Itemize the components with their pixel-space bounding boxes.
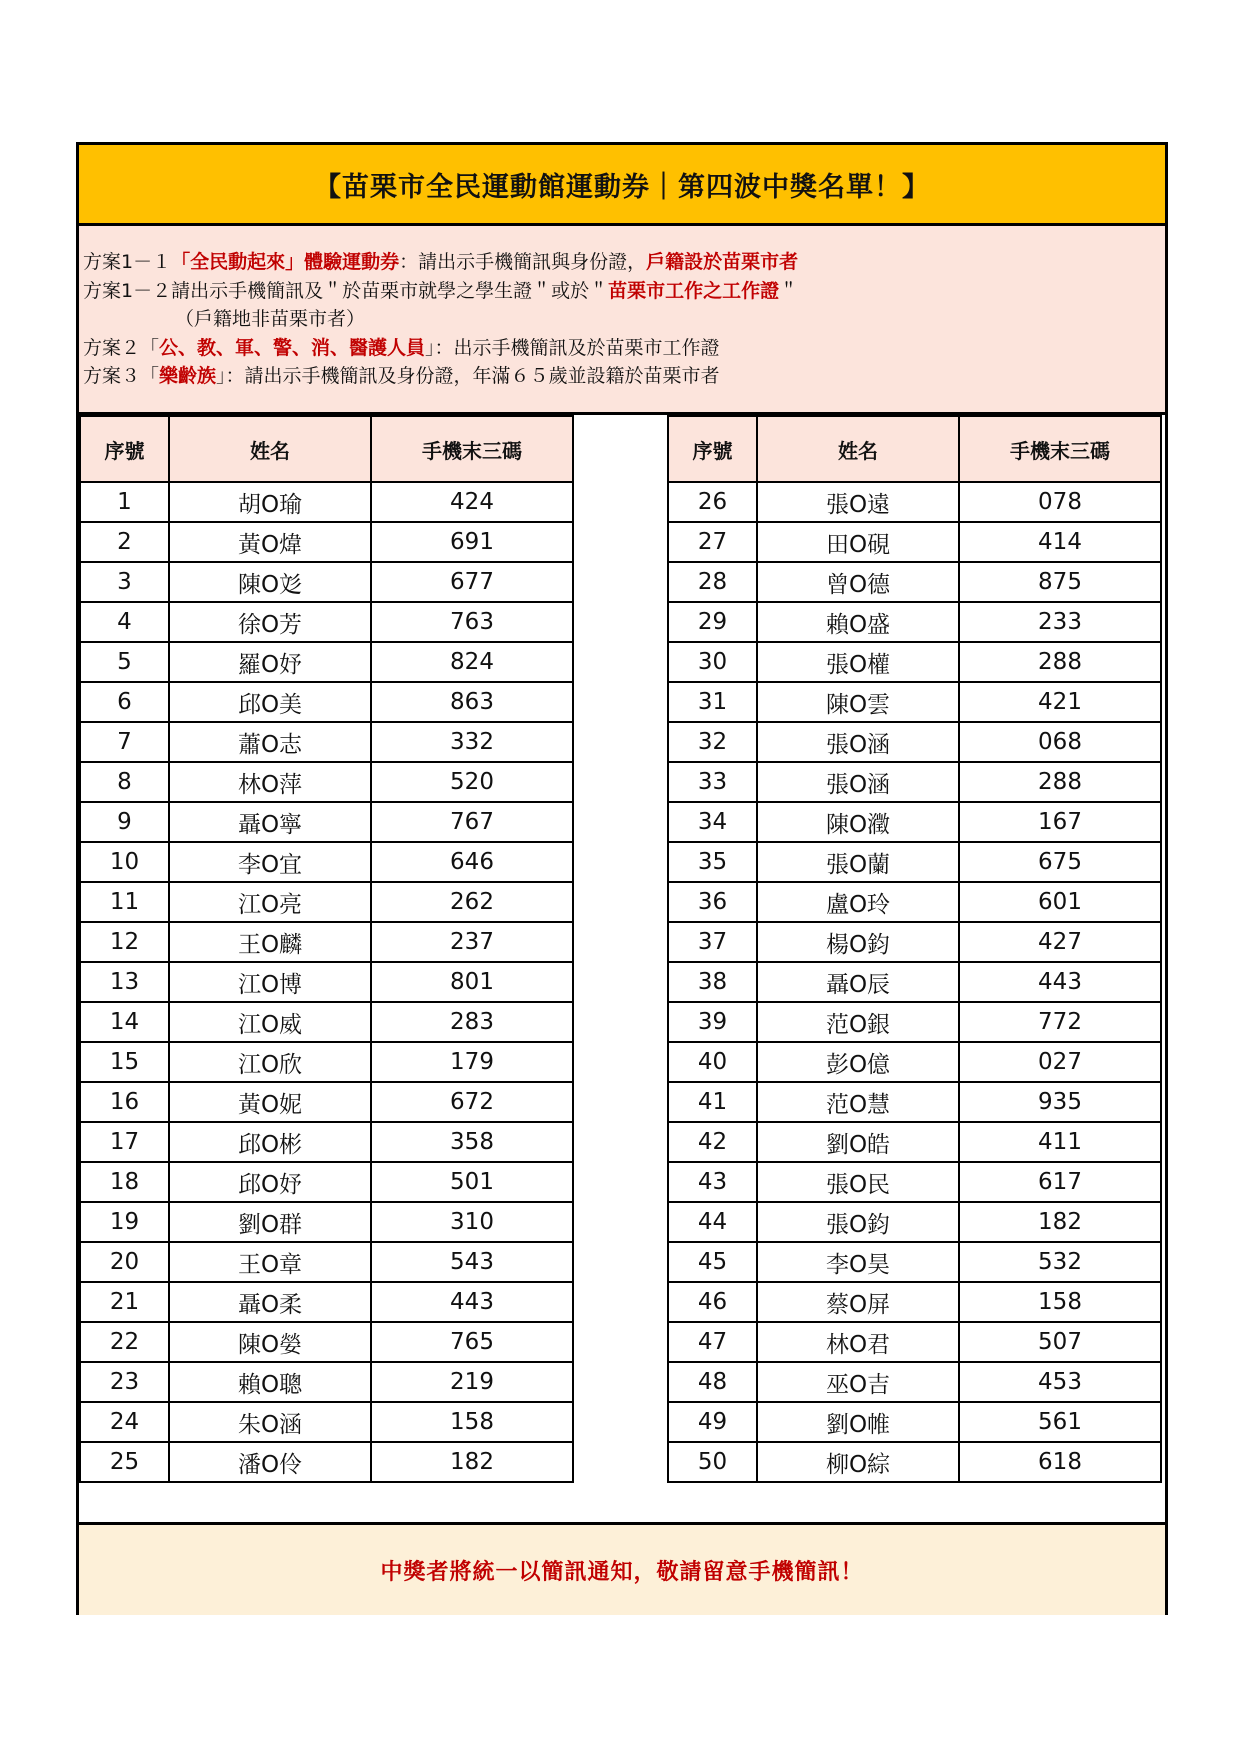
row-name: 黃O妮 (169, 1082, 371, 1122)
row-name: 陳O雲 (757, 682, 959, 722)
row-phone: 765 (371, 1322, 573, 1362)
row-seq: 37 (668, 922, 757, 962)
table-row (80, 802, 573, 842)
row-phone: 167 (959, 802, 1161, 842)
table-row (668, 922, 1161, 962)
table-row (668, 1162, 1161, 1202)
row-seq: 7 (80, 722, 169, 762)
note-text: 」：出示手機簡訊及於苗栗市工作證 (425, 336, 720, 359)
table-row (80, 762, 573, 802)
table-row (668, 482, 1161, 522)
row-phone: 863 (371, 682, 573, 722)
table-row (668, 1322, 1161, 1362)
row-name: 劉O群 (169, 1202, 371, 1242)
row-name: 陳O瀓 (757, 802, 959, 842)
row-seq: 14 (80, 1002, 169, 1042)
row-seq: 4 (80, 602, 169, 642)
table-row (80, 1042, 573, 1082)
note-plan-1-1 (83, 248, 1165, 277)
row-seq: 30 (668, 642, 757, 682)
row-name: 聶O寧 (169, 802, 371, 842)
row-seq: 12 (80, 922, 169, 962)
row-seq: 43 (668, 1162, 757, 1202)
row-phone: 288 (959, 762, 1161, 802)
row-name: 陳O彣 (169, 562, 371, 602)
row-name: 范O慧 (757, 1082, 959, 1122)
table-row (80, 482, 573, 522)
row-seq: 39 (668, 1002, 757, 1042)
row-phone: 182 (959, 1202, 1161, 1242)
row-name: 賴O聰 (169, 1362, 371, 1402)
note-highlight: 苗栗市工作之工作證 (608, 279, 780, 302)
table-row (668, 1042, 1161, 1082)
row-seq: 31 (668, 682, 757, 722)
row-seq: 50 (668, 1442, 757, 1482)
row-phone: 027 (959, 1042, 1161, 1082)
table-gap (577, 415, 667, 1522)
row-seq: 24 (80, 1402, 169, 1442)
table-row (80, 562, 573, 602)
row-name: 徐O芳 (169, 602, 371, 642)
row-seq: 45 (668, 1242, 757, 1282)
row-phone: 158 (371, 1402, 573, 1442)
plan-notes (79, 226, 1165, 415)
row-phone: 078 (959, 482, 1161, 522)
row-seq: 44 (668, 1202, 757, 1242)
row-name: 林O君 (757, 1322, 959, 1362)
note-text: 方案1－１ (83, 251, 172, 273)
row-phone: 507 (959, 1322, 1161, 1362)
row-phone: 601 (959, 882, 1161, 922)
row-seq: 25 (80, 1442, 169, 1482)
note-plan-3 (83, 362, 1165, 391)
table-row (80, 842, 573, 882)
table-row (668, 1082, 1161, 1122)
row-phone: 411 (959, 1122, 1161, 1162)
row-name: 聶O辰 (757, 962, 959, 1002)
note-plan-1-2-sub: （戶籍地非苗栗市者） (175, 308, 366, 330)
row-name: 江O博 (169, 962, 371, 1002)
note-plan-1-2 (83, 277, 1165, 306)
table-row (668, 962, 1161, 1002)
row-seq: 28 (668, 562, 757, 602)
row-phone: 068 (959, 722, 1161, 762)
row-seq: 32 (668, 722, 757, 762)
row-name: 張O鈞 (757, 1202, 959, 1242)
note-text: 方案２「 (83, 336, 160, 359)
row-seq: 38 (668, 962, 757, 1002)
row-phone: 332 (371, 722, 573, 762)
row-phone: 618 (959, 1442, 1161, 1482)
row-phone: 772 (959, 1002, 1161, 1042)
table-row (668, 1122, 1161, 1162)
row-phone: 767 (371, 802, 573, 842)
row-phone: 691 (371, 522, 573, 562)
row-name: 李O宜 (169, 842, 371, 882)
table-row (80, 1202, 573, 1242)
row-name: 羅O妤 (169, 642, 371, 682)
row-name: 林O萍 (169, 762, 371, 802)
row-phone: 617 (959, 1162, 1161, 1202)
row-phone: 424 (371, 482, 573, 522)
table-row (80, 642, 573, 682)
row-name: 賴O盛 (757, 602, 959, 642)
row-phone: 219 (371, 1362, 573, 1402)
table-row (668, 1202, 1161, 1242)
row-name: 田O硯 (757, 522, 959, 562)
winner-list-document (76, 142, 1168, 1615)
row-name: 聶O柔 (169, 1282, 371, 1322)
row-name: 巫O吉 (757, 1362, 959, 1402)
row-seq: 35 (668, 842, 757, 882)
note-highlight: 公、教、軍、警、消、醫護人員 (159, 336, 426, 359)
row-name: 張O涵 (757, 722, 959, 762)
table-header-row (668, 416, 1161, 482)
row-seq: 29 (668, 602, 757, 642)
row-seq: 3 (80, 562, 169, 602)
row-seq: 41 (668, 1082, 757, 1122)
table-row (668, 562, 1161, 602)
row-phone: 179 (371, 1042, 573, 1082)
row-seq: 11 (80, 882, 169, 922)
row-phone: 672 (371, 1082, 573, 1122)
row-phone: 262 (371, 882, 573, 922)
header-name: 姓名 (169, 416, 371, 482)
note-text: ＂ (779, 279, 799, 302)
row-phone: 233 (959, 602, 1161, 642)
row-phone: 158 (959, 1282, 1161, 1322)
table-row (80, 682, 573, 722)
row-phone: 310 (371, 1202, 573, 1242)
row-seq: 23 (80, 1362, 169, 1402)
row-name: 江O亮 (169, 882, 371, 922)
table-row (80, 602, 573, 642)
row-name: 朱O涵 (169, 1402, 371, 1442)
row-name: 盧O玲 (757, 882, 959, 922)
row-name: 楊O鈞 (757, 922, 959, 962)
table-row (668, 642, 1161, 682)
row-name: 潘O伶 (169, 1442, 371, 1482)
table-row (668, 522, 1161, 562)
row-phone: 801 (371, 962, 573, 1002)
row-name: 張O涵 (757, 762, 959, 802)
table-row (80, 1082, 573, 1122)
table-row (668, 1362, 1161, 1402)
row-phone: 501 (371, 1162, 573, 1202)
row-name: 邱O彬 (169, 1122, 371, 1162)
table-row (80, 882, 573, 922)
row-phone: 763 (371, 602, 573, 642)
note-text: ：請出示手機簡訊與身份證， (399, 251, 647, 273)
table-row (80, 1242, 573, 1282)
table-row (668, 602, 1161, 642)
row-name: 邱O美 (169, 682, 371, 722)
row-seq: 22 (80, 1322, 169, 1362)
header-seq: 序號 (80, 416, 169, 482)
row-phone: 824 (371, 642, 573, 682)
row-phone: 288 (959, 642, 1161, 682)
row-seq: 40 (668, 1042, 757, 1082)
row-phone: 358 (371, 1122, 573, 1162)
table-row (668, 882, 1161, 922)
row-seq: 46 (668, 1282, 757, 1322)
row-name: 陳O嫈 (169, 1322, 371, 1362)
row-phone: 561 (959, 1402, 1161, 1442)
row-name: 江O欣 (169, 1042, 371, 1082)
note-text: 方案３「 (83, 365, 160, 387)
row-phone: 677 (371, 562, 573, 602)
row-name: 張O權 (757, 642, 959, 682)
table-row (80, 722, 573, 762)
row-seq: 6 (80, 682, 169, 722)
row-seq: 8 (80, 762, 169, 802)
row-phone: 646 (371, 842, 573, 882)
row-name: 劉O帷 (757, 1402, 959, 1442)
row-phone: 421 (959, 682, 1161, 722)
row-seq: 5 (80, 642, 169, 682)
row-name: 張O遠 (757, 482, 959, 522)
row-seq: 1 (80, 482, 169, 522)
row-seq: 2 (80, 522, 169, 562)
table-row (668, 682, 1161, 722)
row-seq: 48 (668, 1362, 757, 1402)
header-seq: 序號 (668, 416, 757, 482)
row-name: 胡O瑜 (169, 482, 371, 522)
note-plan-2 (83, 334, 1165, 363)
row-name: 彭O億 (757, 1042, 959, 1082)
table-row (80, 1002, 573, 1042)
row-seq: 21 (80, 1282, 169, 1322)
row-seq: 20 (80, 1242, 169, 1282)
row-seq: 18 (80, 1162, 169, 1202)
row-name: 李O昊 (757, 1242, 959, 1282)
row-seq: 10 (80, 842, 169, 882)
table-row (668, 1282, 1161, 1322)
row-name: 柳O綜 (757, 1442, 959, 1482)
table-row (668, 1402, 1161, 1442)
row-phone: 520 (371, 762, 573, 802)
row-seq: 19 (80, 1202, 169, 1242)
row-seq: 15 (80, 1042, 169, 1082)
table-row (80, 962, 573, 1002)
row-name: 王O麟 (169, 922, 371, 962)
row-seq: 33 (668, 762, 757, 802)
row-name: 劉O皓 (757, 1122, 959, 1162)
row-seq: 36 (668, 882, 757, 922)
row-name: 蔡O屏 (757, 1282, 959, 1322)
winner-table-left (79, 415, 574, 1483)
row-name: 張O蘭 (757, 842, 959, 882)
row-name: 范O銀 (757, 1002, 959, 1042)
row-phone: 443 (371, 1282, 573, 1322)
table-row (80, 1362, 573, 1402)
row-phone: 414 (959, 522, 1161, 562)
row-phone: 443 (959, 962, 1161, 1002)
note-highlight: 戶籍設於苗栗市者 (646, 251, 799, 273)
row-name: 黃O煒 (169, 522, 371, 562)
winner-table-right (667, 415, 1162, 1483)
table-row (80, 522, 573, 562)
row-seq: 47 (668, 1322, 757, 1362)
row-phone: 453 (959, 1362, 1161, 1402)
row-phone: 675 (959, 842, 1161, 882)
row-phone: 532 (959, 1242, 1161, 1282)
table-row (80, 1402, 573, 1442)
table-row (668, 1242, 1161, 1282)
table-row (668, 762, 1161, 802)
table-row (668, 842, 1161, 882)
row-seq: 42 (668, 1122, 757, 1162)
row-phone: 875 (959, 562, 1161, 602)
table-row (80, 1442, 573, 1482)
table-row (80, 1162, 573, 1202)
row-seq: 9 (80, 802, 169, 842)
table-row (668, 1442, 1161, 1482)
page-title: 【苗栗市全民運動館運動券｜第四波中獎名單！】 (79, 145, 1165, 226)
note-text: 」：請出示手機簡訊及身份證，年滿６５歲並設籍於苗栗市者 (216, 365, 720, 387)
row-seq: 13 (80, 962, 169, 1002)
table-row (80, 1322, 573, 1362)
row-phone: 283 (371, 1002, 573, 1042)
row-seq: 26 (668, 482, 757, 522)
row-phone: 237 (371, 922, 573, 962)
row-seq: 16 (80, 1082, 169, 1122)
table-header-row (80, 416, 573, 482)
table-row (80, 922, 573, 962)
row-phone: 182 (371, 1442, 573, 1482)
note-text: 方案1－２請出示手機簡訊及＂於苗栗市就學之學生證＂或於＂ (83, 279, 609, 302)
note-highlight: 「全民動起來」體驗運動券 (171, 251, 400, 273)
row-phone: 427 (959, 922, 1161, 962)
footer-notice: 中獎者將統一以簡訊通知，敬請留意手機簡訊！ (79, 1525, 1165, 1615)
row-phone: 935 (959, 1082, 1161, 1122)
row-name: 張O民 (757, 1162, 959, 1202)
row-name: 曾O德 (757, 562, 959, 602)
row-name: 王O章 (169, 1242, 371, 1282)
header-name: 姓名 (757, 416, 959, 482)
row-seq: 49 (668, 1402, 757, 1442)
table-row (80, 1282, 573, 1322)
header-phone: 手機末三碼 (959, 416, 1161, 482)
row-phone: 543 (371, 1242, 573, 1282)
row-seq: 34 (668, 802, 757, 842)
table-row (80, 1122, 573, 1162)
winner-tables (79, 415, 1165, 1525)
table-row (668, 802, 1161, 842)
row-seq: 27 (668, 522, 757, 562)
row-name: 邱O妤 (169, 1162, 371, 1202)
row-name: 江O威 (169, 1002, 371, 1042)
table-row (668, 722, 1161, 762)
note-highlight: 樂齡族 (159, 365, 217, 387)
table-row (668, 1002, 1161, 1042)
row-name: 蕭O志 (169, 722, 371, 762)
header-phone: 手機末三碼 (371, 416, 573, 482)
row-seq: 17 (80, 1122, 169, 1162)
